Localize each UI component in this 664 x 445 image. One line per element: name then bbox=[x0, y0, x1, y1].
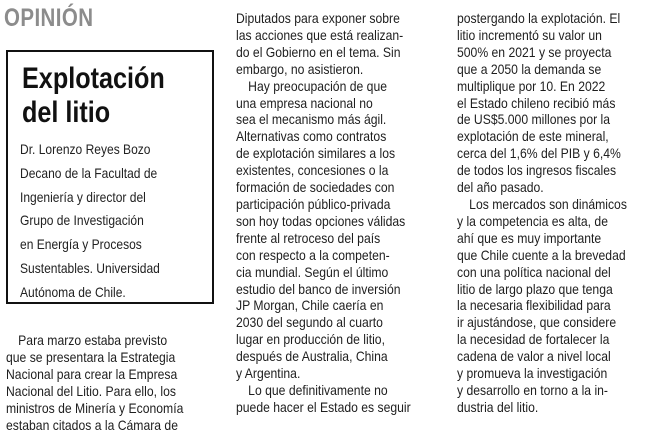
body-line: cia mundial. Según el último bbox=[236, 263, 389, 280]
body-line: estudio del banco de inversión bbox=[236, 280, 401, 297]
author-bio-line: Grupo de Investigación bbox=[20, 212, 144, 229]
body-line: ir ajustándose, que considere bbox=[457, 314, 617, 331]
body-column-3 bbox=[457, 10, 652, 416]
body-line: frente al retroceso del país bbox=[236, 229, 381, 246]
author-bio bbox=[20, 138, 201, 305]
body-line: una empresa nacional no bbox=[236, 94, 373, 111]
body-line: postergando la explotación. El bbox=[457, 10, 621, 26]
body-line: Nacional para crear la Empresa bbox=[6, 365, 178, 382]
body-line: y Argentina. bbox=[236, 365, 301, 382]
body-line: Lo que definitivamente no bbox=[248, 381, 388, 398]
body-line: 2030 del segundo al cuarto bbox=[236, 314, 383, 331]
title-box bbox=[6, 50, 214, 304]
body-line: formación de sociedades con bbox=[236, 179, 395, 196]
body-line: y la competencia es alta, de bbox=[457, 212, 608, 229]
author-bio-line: Autónoma de Chile. bbox=[20, 283, 126, 300]
body-line: JP Morgan, Chile caería en bbox=[236, 297, 384, 314]
body-line: litio de largo plazo que tenga bbox=[457, 280, 613, 297]
article-title bbox=[22, 62, 165, 130]
body-line: la necesidad de fortalecer la bbox=[457, 331, 610, 348]
body-line: sea el mecanismo más ágil. bbox=[236, 111, 387, 128]
body-line: las acciones que está realizan- bbox=[236, 26, 404, 43]
body-line: y desarrollo en torno a la in- bbox=[457, 381, 608, 398]
author-bio-line: Sustentables. Universidad bbox=[20, 259, 160, 276]
body-line: 500% en 2021 y se proyecta bbox=[457, 43, 612, 60]
body-line: Diputados para exponer sobre bbox=[236, 10, 400, 26]
body-line: la necesaria flexibilidad para bbox=[457, 297, 611, 314]
body-line: con una política nacional del bbox=[457, 263, 611, 280]
body-line: Hay preocupación de que bbox=[248, 77, 387, 94]
body-line: que se presentara la Estrategia bbox=[6, 348, 176, 365]
body-line: ministros de Minería y Economía bbox=[6, 399, 184, 416]
body-line: Nacional del Litio. Para ello, los bbox=[6, 382, 176, 399]
body-line: el Estado chileno recibió más bbox=[457, 94, 616, 111]
body-line: Los mercados son dinámicos bbox=[469, 195, 627, 212]
body-line: con respecto a la competen- bbox=[236, 246, 390, 263]
body-line: Alternativas como contratos bbox=[236, 128, 387, 145]
body-line: del año pasado. bbox=[457, 179, 544, 196]
body-line: cadena de valor a nivel local bbox=[457, 348, 611, 365]
body-line: cerca del 1,6% del PIB y 6,4% bbox=[457, 145, 621, 162]
section-label: OPINIÓN bbox=[4, 4, 94, 32]
body-line: que a 2050 la demanda se bbox=[457, 60, 602, 77]
body-column-1 bbox=[6, 332, 210, 433]
body-line: después de Australia, China bbox=[236, 348, 388, 365]
body-line: explotación de este mineral, bbox=[457, 128, 609, 145]
body-line: multiplique por 10. En 2022 bbox=[457, 77, 606, 94]
author-bio-line: Dr. Lorenzo Reyes Bozo bbox=[20, 141, 151, 157]
body-line: ahí que es muy importante bbox=[457, 229, 602, 246]
body-line: lugar en producción de litio, bbox=[236, 331, 385, 348]
author-bio-line: Decano de la Facultad de bbox=[20, 164, 158, 181]
body-line: embargo, no asistieron. bbox=[236, 60, 364, 77]
body-line: participación público-privada bbox=[236, 195, 391, 212]
article-title-line: Explotación bbox=[22, 62, 165, 95]
body-line: dustria del litio. bbox=[457, 398, 539, 415]
body-line: existentes, concesiones o la bbox=[236, 162, 389, 179]
body-line: litio incrementó su valor un bbox=[457, 26, 602, 43]
article-title-line: del litio bbox=[22, 96, 111, 129]
body-line: de todos los ingresos fiscales bbox=[457, 162, 617, 179]
body-line: de explotación similares a los bbox=[236, 145, 396, 162]
body-line: puede hacer el Estado es seguir bbox=[236, 398, 411, 415]
body-line: son hoy todas opciones válidas bbox=[236, 212, 406, 229]
body-line: do el Gobierno en el tema. Sin bbox=[236, 43, 401, 60]
body-column-2 bbox=[236, 10, 437, 416]
body-line: que Chile cuente a la brevedad bbox=[457, 246, 626, 263]
body-line: y promueva la investigación bbox=[457, 365, 608, 382]
author-bio-line: Ingeniería y director del bbox=[20, 188, 146, 205]
body-line: de US$5.000 millones por la bbox=[457, 111, 611, 128]
author-bio-line: en Energía y Procesos bbox=[20, 236, 142, 253]
body-line: Para marzo estaba previsto bbox=[18, 332, 168, 348]
body-line: estaban citados a la Cámara de bbox=[6, 416, 178, 433]
